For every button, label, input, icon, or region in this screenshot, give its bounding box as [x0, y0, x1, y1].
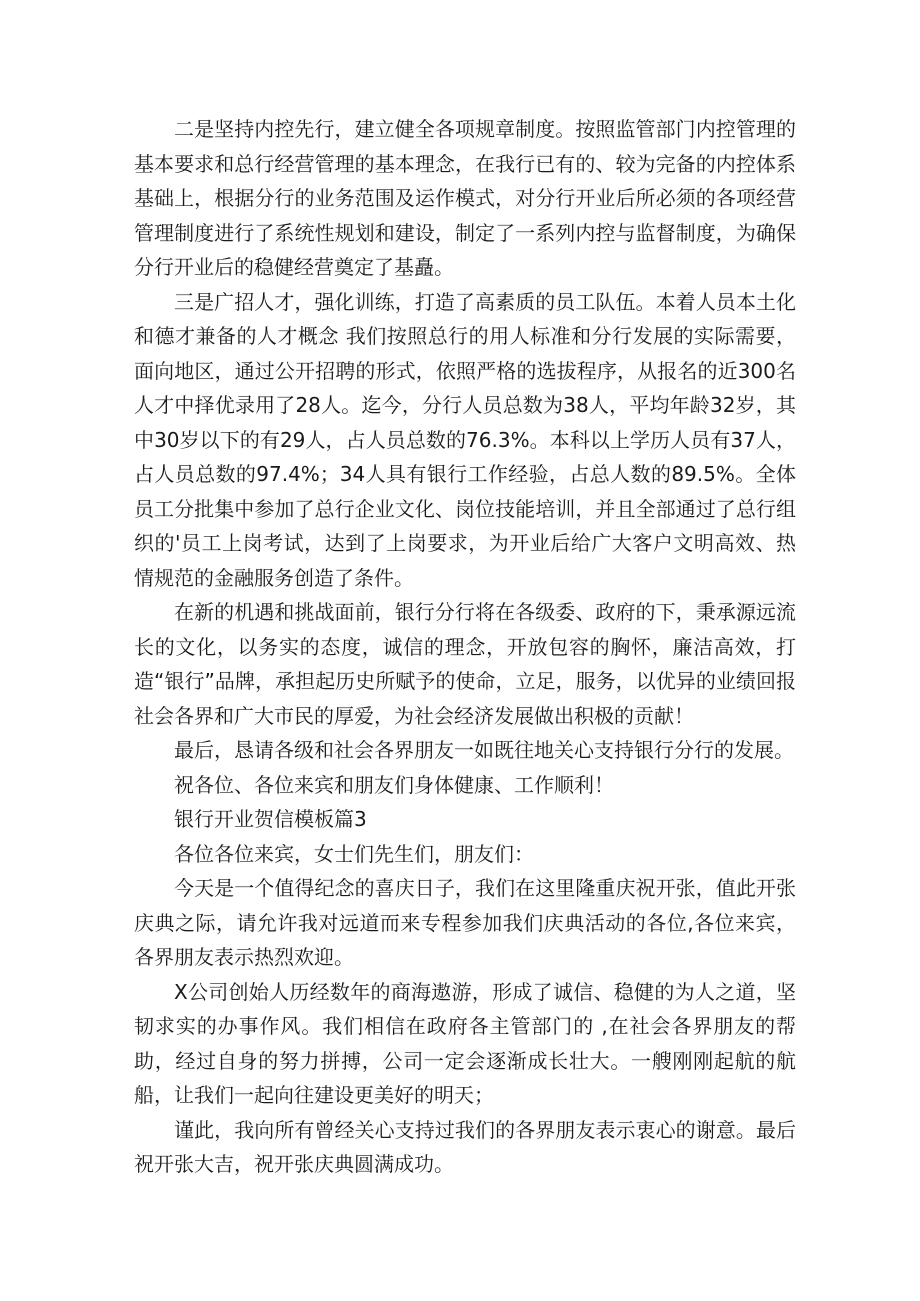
paragraph-closing-request: 最后，恳请各级和社会各界朋友一如既往地关心支持银行分行的发展。: [174, 738, 794, 762]
paragraph-staff-recruitment: 三是广招人才，强化训练，打造了高素质的员工队伍。本着人员本土化和德才兼备的人才概念 我们按照总行的用人标准和分行发展的实际需要，面向地区，通过公开招聘的形式，依照严格的选拔程序，从报名的近300名人才中择优录用了28人。迄今，分行人员总数为38人，平均年龄32岁，其中30岁以下的有29人，占人员总数的76.3%。本科以上学历人员有37人，占人员总数的97.4%；34人具有银行工作经验，占总人数的89.5%。全体员工分批集中参加了总行企业文化、岗位技能培训，并且全部通过了总行组织的'员工上岗考试，达到了上岗要求，为开业后给广大客户文明高效、热情规范的金融服务创造了条件。: [134, 289, 796, 590]
document-body: [134, 112, 796, 1182]
paragraph-greeting: 各位各位来宾，女士们先生们，朋友们：: [174, 841, 534, 866]
paragraph-welcome: 今天是一个值得纪念的喜庆日子，我们在这里隆重庆祝开张，值此开张庆典之际，请允许我对远道而来专程参加我们庆典活动的各位,各位来宾，各界朋友表示热烈欢迎。: [134, 876, 796, 969]
paragraph-thanks: 谨此，我向所有曾经关心支持过我们的各界朋友表示衷心的谢意。最后祝开张大吉，祝开张庆典圆满成功。: [134, 1117, 796, 1176]
paragraph-new-opportunities: 在新的机遇和挑战面前，银行分行将在各级委、政府的下，秉承源远流长的文化，以务实的态度，诚信的理念，开放包容的胸怀，廉洁高效，打造“银行”品牌，承担起历史所赋予的使命，立足，服务，以优异的业绩回报社会各界和广大市民的厚爱，为社会经济发展做出积极的贡献！: [134, 600, 796, 728]
paragraph-internal-control: 二是坚持内控先行，建立健全各项规章制度。按照监管部门内控管理的基本要求和总行经营管理的基本理念，在我行已有的、较为完备的内控体系基础上，根据分行的业务范围及运作模式，对分行开业后所必须的各项经营管理制度进行了系统性规划和建设，制定了一系列内控与监督制度，为确保分行开业后的稳健经营奠定了基矗。: [134, 117, 796, 279]
section-heading: 银行开业贺信模板篇3: [174, 807, 367, 831]
paragraph-company-history: X公司创始人历经数年的商海遨游，形成了诚信、稳健的为人之道，坚韧求实的办事作风。我们相信在政府各主管部门的 ,在社会各界朋友的帮助，经过自身的努力拼搏，公司一定会逐渐成长壮大。一艘刚刚起航的航船，让我们一起向往建设更美好的明天；: [134, 979, 796, 1107]
paragraph-wishes: 祝各位、各位来宾和朋友们身体健康、工作顺利！: [174, 772, 614, 797]
